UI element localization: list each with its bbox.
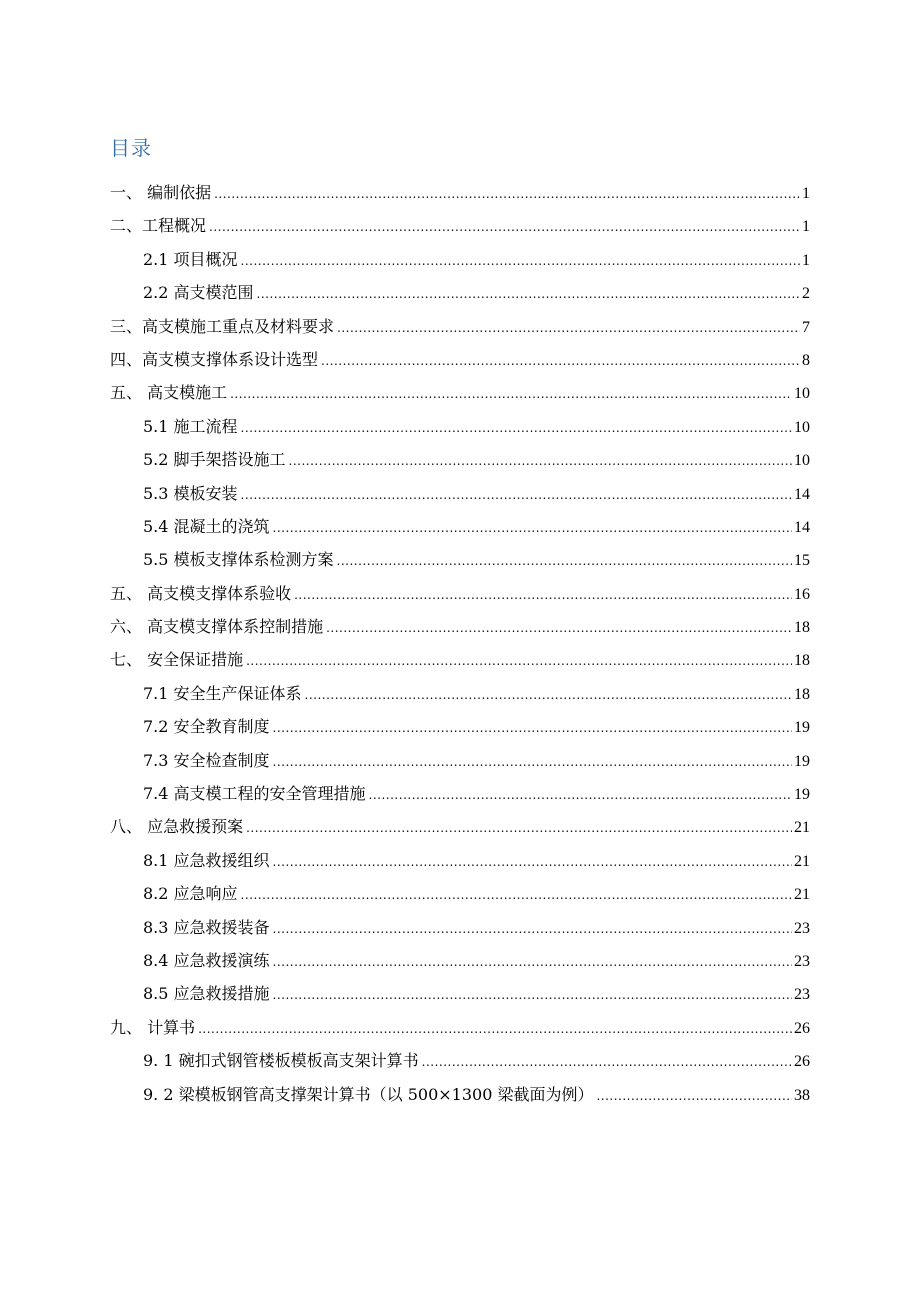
toc-dot-leader — [273, 979, 792, 1012]
toc-entry-page-number: 18 — [794, 652, 810, 670]
toc-entry-page-number: 7 — [802, 318, 810, 336]
toc-entry[interactable] — [110, 710, 810, 743]
toc-entry-title: 2.1 项目概况 — [143, 249, 238, 269]
toc-entry-page-number: 18 — [794, 685, 810, 703]
toc-dot-leader — [273, 913, 792, 946]
toc-entry[interactable] — [110, 209, 810, 242]
toc-entry-title: 8.5 应急救援措施 — [143, 984, 270, 1004]
toc-entry-title: 五、 高支模支撑体系验收 — [110, 583, 292, 603]
toc-entry[interactable] — [110, 243, 810, 276]
toc-entry-title: 5.5 模板支撑体系检测方案 — [143, 550, 334, 570]
toc-dot-leader — [289, 445, 792, 478]
toc-entry-title: 5.1 施工流程 — [143, 416, 238, 436]
toc-dot-leader — [246, 812, 792, 845]
toc-entry-title: 5.3 模板安装 — [143, 483, 238, 503]
toc-entry-title: 五、 高支模施工 — [110, 383, 228, 403]
toc-entry-title: 七、 安全保证措施 — [110, 650, 244, 670]
toc-entry-page-number: 19 — [794, 719, 810, 737]
toc-dot-leader — [422, 1046, 792, 1079]
toc-dot-leader — [273, 712, 792, 745]
toc-dot-leader — [326, 612, 792, 645]
toc-entry-title: 2.2 高支模范围 — [143, 283, 254, 303]
toc-entry-page-number: 1 — [802, 185, 810, 202]
toc-entry[interactable] — [110, 844, 810, 877]
toc-entry[interactable] — [110, 1011, 810, 1044]
toc-dot-leader — [337, 545, 792, 578]
toc-entry[interactable] — [110, 1078, 810, 1111]
toc-dot-leader — [305, 679, 792, 712]
toc-entry-title: 7.3 安全检查制度 — [143, 750, 270, 770]
toc-dot-leader — [230, 378, 792, 411]
toc-entry[interactable] — [110, 577, 810, 610]
toc-entry[interactable] — [110, 376, 810, 409]
toc-dot-leader — [273, 846, 792, 879]
toc-title: 目录 — [110, 136, 152, 160]
toc-entry-title: 8.1 应急救援组织 — [143, 850, 270, 870]
toc-entry-page-number: 16 — [794, 585, 810, 603]
toc-entry[interactable] — [110, 944, 810, 977]
toc-dot-leader — [209, 211, 800, 244]
toc-dot-leader — [596, 1080, 792, 1113]
toc-entry-title: 一、 编制依据 — [110, 183, 212, 202]
toc-entry[interactable] — [110, 677, 810, 710]
toc-dot-leader — [369, 779, 792, 812]
toc-entry-page-number: 38 — [794, 1086, 810, 1104]
toc-dot-leader — [257, 278, 800, 311]
toc-dot-leader — [241, 412, 792, 445]
toc-dot-leader — [337, 312, 800, 345]
toc-dot-leader — [198, 1013, 792, 1046]
toc-entry-page-number: 10 — [794, 385, 810, 403]
toc-entry[interactable] — [110, 443, 810, 476]
toc-entry-page-number: 10 — [794, 418, 810, 436]
toc-entry[interactable] — [110, 176, 810, 209]
toc-entry[interactable] — [110, 643, 810, 676]
toc-entry-page-number: 10 — [794, 452, 810, 470]
toc-entry[interactable] — [110, 744, 810, 777]
toc-entry-page-number: 23 — [794, 986, 810, 1004]
toc-dot-leader — [273, 512, 792, 545]
toc-entry-page-number: 26 — [794, 1019, 810, 1037]
toc-entry-page-number: 19 — [794, 752, 810, 770]
toc-dot-leader — [246, 645, 792, 678]
toc-entry[interactable] — [110, 310, 810, 343]
toc-entry-page-number: 15 — [794, 552, 810, 570]
toc-entry[interactable] — [110, 610, 810, 643]
toc-entry-page-number: 21 — [794, 819, 810, 837]
toc-entry-title: 六、 高支模支撑体系控制措施 — [110, 617, 324, 637]
toc-entry-page-number: 19 — [794, 786, 810, 804]
toc-entry-title: 7.4 高支模工程的安全管理措施 — [143, 784, 366, 804]
toc-entry-page-number: 18 — [794, 619, 810, 637]
toc-entry-title: 7.1 安全生产保证体系 — [143, 683, 302, 703]
table-of-contents — [110, 176, 810, 1111]
toc-entry[interactable] — [110, 543, 810, 576]
toc-entry-title: 九、 计算书 — [110, 1017, 196, 1037]
toc-entry[interactable] — [110, 977, 810, 1010]
toc-dot-leader — [241, 879, 792, 912]
toc-entry-page-number: 14 — [794, 518, 810, 536]
toc-entry[interactable] — [110, 810, 810, 843]
toc-entry-title: 7.2 安全教育制度 — [143, 717, 270, 737]
toc-entry-page-number: 23 — [794, 919, 810, 937]
toc-dot-leader — [273, 946, 792, 979]
toc-entry-page-number: 2 — [802, 285, 810, 303]
toc-entry[interactable] — [110, 911, 810, 944]
toc-dot-leader — [241, 245, 800, 278]
toc-entry-page-number: 14 — [794, 485, 810, 503]
toc-entry-title: 四、高支模支撑体系设计选型 — [110, 349, 319, 369]
toc-entry-title: 5.2 脚手架搭设施工 — [143, 450, 286, 470]
toc-entry[interactable] — [110, 477, 810, 510]
toc-entry[interactable] — [110, 343, 810, 376]
toc-dot-leader — [273, 746, 792, 779]
toc-entry-title: 8.4 应急救援演练 — [143, 950, 270, 970]
toc-entry[interactable] — [110, 877, 810, 910]
toc-dot-leader — [214, 178, 800, 211]
toc-entry[interactable] — [110, 777, 810, 810]
toc-entry[interactable] — [110, 276, 810, 309]
toc-entry-page-number: 1 — [802, 218, 810, 236]
toc-entry-title: 三、高支模施工重点及材料要求 — [110, 316, 335, 336]
toc-entry-page-number: 26 — [794, 1053, 810, 1071]
toc-dot-leader — [321, 345, 800, 378]
toc-entry-title: 二、工程概况 — [110, 216, 207, 236]
toc-dot-leader — [294, 579, 792, 612]
toc-entry-page-number: 21 — [794, 886, 810, 904]
toc-entry[interactable] — [110, 1044, 810, 1077]
toc-entry-title: 5.4 混凝土的浇筑 — [143, 516, 270, 536]
toc-entry-title: 9. 2 梁模板钢管高支撑架计算书（以 500×1300 梁截面为例） — [143, 1084, 594, 1104]
toc-entry-page-number: 23 — [794, 952, 810, 970]
toc-entry-title: 8.3 应急救援装备 — [143, 917, 270, 937]
toc-entry-page-number: 1 — [802, 251, 810, 269]
toc-entry[interactable] — [110, 410, 810, 443]
toc-entry-title: 9. 1 碗扣式钢管楼板模板高支架计算书 — [143, 1051, 419, 1071]
toc-entry-title: 8.2 应急响应 — [143, 884, 238, 904]
toc-entry[interactable] — [110, 510, 810, 543]
toc-dot-leader — [241, 479, 792, 512]
toc-entry-page-number: 21 — [794, 852, 810, 870]
toc-entry-title: 八、 应急救援预案 — [110, 817, 244, 837]
toc-entry-page-number: 8 — [802, 351, 810, 369]
